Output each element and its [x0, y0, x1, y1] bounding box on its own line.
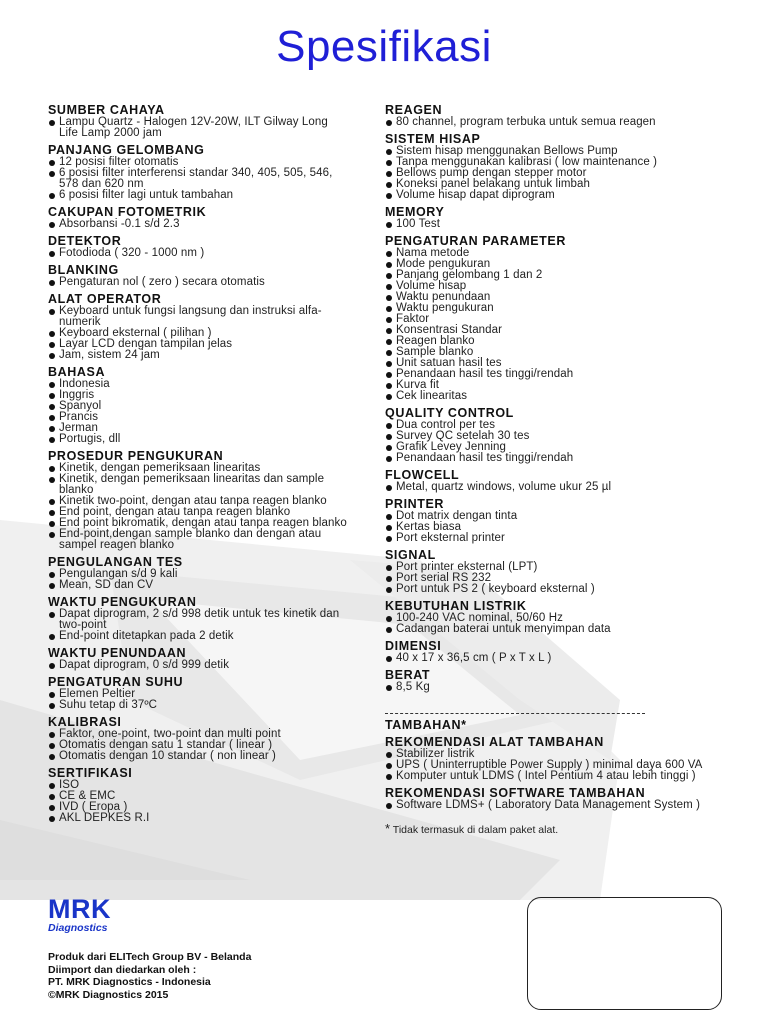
logo-subtitle: Diagnostics — [48, 922, 108, 934]
section-title: BERAT — [385, 668, 431, 682]
spec-item: Absorbansi -0.1 s/d 2.3 — [48, 219, 348, 230]
section-title: SERTIFIKASI — [48, 766, 133, 780]
section-title: DETEKTOR — [48, 234, 122, 248]
spec-section — [385, 497, 730, 544]
section-title: PENGATURAN SUHU — [48, 675, 184, 689]
spec-item: Port untuk PS 2 ( keyboard eksternal ) — [385, 584, 730, 595]
section-title: PENGATURAN PARAMETER — [385, 234, 566, 248]
spec-item: Keyboard eksternal ( pilihan ) — [48, 328, 348, 339]
section-title: QUALITY CONTROL — [385, 406, 514, 420]
spec-item: Prancis — [48, 412, 348, 423]
spec-item: Jerman — [48, 423, 348, 434]
spec-item: End-point,dengan sample blanko dan dengan atau sampel reagen blanko — [48, 529, 348, 551]
spec-item: 80 channel, program terbuka untuk semua reagen — [385, 117, 730, 128]
tambahan-list — [385, 735, 730, 811]
spec-item: CE & EMC — [48, 791, 348, 802]
spec-item: Waktu pengukuran — [385, 303, 730, 314]
section-title: KEBUTUHAN LISTRIK — [385, 599, 527, 613]
section-title: PROSEDUR PENGUKURAN — [48, 449, 224, 463]
spec-item: Tanpa menggunakan kalibrasi ( low maintenance ) — [385, 157, 730, 168]
footer-line: Produk dari ELITech Group BV - Belanda — [48, 951, 252, 963]
spec-item: Volume hisap — [385, 281, 730, 292]
spec-item: Otomatis dengan 10 standar ( non linear ) — [48, 751, 348, 762]
spec-item: Suhu tetap di 37ºC — [48, 700, 348, 711]
spec-item: Mean, SD dan CV — [48, 580, 348, 591]
spec-section — [385, 205, 730, 230]
spec-item: Indonesia — [48, 379, 348, 390]
dashed-divider — [385, 713, 645, 714]
section-title: KALIBRASI — [48, 715, 122, 729]
spec-section — [385, 234, 730, 402]
spec-item: End point bikromatik, dengan atau tanpa reagen blanko — [48, 518, 348, 529]
spec-item: 6 posisi filter interferensi standar 340, 405, 505, 546, 578 dan 620 nm — [48, 168, 348, 190]
spec-section — [48, 103, 348, 139]
spec-section — [385, 639, 730, 664]
spec-section — [48, 595, 348, 642]
spec-item: Pengulangan s/d 9 kali — [48, 569, 348, 580]
spec-item: Kinetik, dengan pemeriksaan linearitas dan sample blanko — [48, 474, 348, 496]
spec-item: Koneksi panel belakang untuk limbah — [385, 179, 730, 190]
spec-item: Dot matrix dengan tinta — [385, 511, 730, 522]
spec-item: 12 posisi filter otomatis — [48, 157, 348, 168]
dealer-stamp-box — [527, 897, 722, 1010]
spec-item: AKL DEPKES R.I — [48, 813, 348, 824]
spec-section — [48, 143, 348, 201]
footer-info — [48, 951, 251, 1001]
spec-item: Lampu Quartz - Halogen 12V-20W, ILT Gilway Long Life Lamp 2000 jam — [48, 117, 348, 139]
spec-item: Stabilizer listrik — [385, 749, 730, 760]
spec-item: Port eksternal printer — [385, 533, 730, 544]
left-spec-column — [48, 100, 348, 828]
spec-section — [48, 449, 348, 551]
footer-line: ©MRK Diagnostics 2015 — [48, 988, 169, 1001]
spec-item: Spanyol — [48, 401, 348, 412]
section-title: SIGNAL — [385, 548, 436, 562]
tambahan-heading: TAMBAHAN* — [385, 718, 467, 732]
logo-name: MRK — [48, 894, 111, 924]
spec-item: Panjang gelombang 1 dan 2 — [385, 270, 730, 281]
spec-item: Port serial RS 232 — [385, 573, 730, 584]
spec-item: Faktor — [385, 314, 730, 325]
spec-item: Unit satuan hasil tes — [385, 358, 730, 369]
spec-item: Layar LCD dengan tampilan jelas — [48, 339, 348, 350]
section-title: WAKTU PENGUKURAN — [48, 595, 197, 609]
spec-item: Elemen Peltier — [48, 689, 348, 700]
spec-section — [48, 555, 348, 591]
spec-section — [385, 548, 730, 595]
spec-item: Cek linearitas — [385, 391, 730, 402]
spec-item: Dua control per tes — [385, 420, 730, 431]
page-title: Spesifikasi — [276, 22, 492, 71]
spec-item: Bellows pump dengan stepper motor — [385, 168, 730, 179]
spec-item: ISO — [48, 780, 348, 791]
right-spec-list — [385, 103, 730, 693]
section-title: MEMORY — [385, 205, 445, 219]
spec-item: Inggris — [48, 390, 348, 401]
spec-item: IVD ( Eropa ) — [48, 802, 348, 813]
spec-item: Portugis, dll — [48, 434, 348, 445]
section-title: REAGEN — [385, 103, 443, 117]
spec-item: 8,5 Kg — [385, 682, 730, 693]
spec-item: Keyboard untuk fungsi langsung dan instruksi alfa-numerik — [48, 306, 348, 328]
spec-item: Sistem hisap menggunakan Bellows Pump — [385, 146, 730, 157]
spec-item: End-point ditetapkan pada 2 detik — [48, 631, 348, 642]
section-title: CAKUPAN FOTOMETRIK — [48, 205, 207, 219]
spec-item: Nama metode — [385, 248, 730, 259]
spec-item: Grafik Levey Jenning — [385, 442, 730, 453]
spec-item: Port printer eksternal (LPT) — [385, 562, 730, 573]
section-title: PENGULANGAN TES — [48, 555, 183, 569]
spec-item: Penandaan hasil tes tinggi/rendah — [385, 453, 730, 464]
section-title: SISTEM HISAP — [385, 132, 481, 146]
spec-section — [385, 668, 730, 693]
section-title: BLANKING — [48, 263, 119, 277]
section-title: WAKTU PENUNDAAN — [48, 646, 187, 660]
spec-item: 6 posisi filter lagi untuk tambahan — [48, 190, 348, 201]
spec-item: Komputer untuk LDMS ( Intel Pentium 4 atau lebih tinggi ) — [385, 771, 730, 782]
footnote-star: * — [385, 821, 391, 836]
mrk-logo — [48, 896, 111, 934]
spec-item: Konsentrasi Standar — [385, 325, 730, 336]
spec-item: Sample blanko — [385, 347, 730, 358]
section-title: PRINTER — [385, 497, 445, 511]
spec-item: Kinetik two-point, dengan atau tanpa reagen blanko — [48, 496, 348, 507]
spec-item: Kinetik, dengan pemeriksaan linearitas — [48, 463, 348, 474]
section-title: ALAT OPERATOR — [48, 292, 162, 306]
section-title: FLOWCELL — [385, 468, 460, 482]
spec-item: Kertas biasa — [385, 522, 730, 533]
section-title: BAHASA — [48, 365, 106, 379]
spec-section — [48, 292, 348, 361]
spec-item: Penandaan hasil tes tinggi/rendah — [385, 369, 730, 380]
footnote-text: Tidak termasuk di dalam paket alat. — [392, 824, 559, 836]
section-title: REKOMENDASI ALAT TAMBAHAN — [385, 735, 604, 749]
footer-line: Diimport dan diedarkan oleh : — [48, 963, 197, 976]
spec-item: End point, dengan atau tanpa reagen blanko — [48, 507, 348, 518]
spec-item: Otomatis dengan satu 1 standar ( linear ) — [48, 740, 348, 751]
section-title: DIMENSI — [385, 639, 442, 653]
spec-item: Kurva fit — [385, 380, 730, 391]
spec-item: Faktor, one-point, two-point dan multi point — [48, 729, 348, 740]
spec-item: Survey QC setelah 30 tes — [385, 431, 730, 442]
spec-item: Dapat diprogram, 2 s/d 998 detik untuk tes kinetik dan two-point — [48, 609, 348, 631]
spec-item: Metal, quartz windows, volume ukur 25 µl — [385, 482, 730, 493]
spec-item: 100 Test — [385, 219, 730, 230]
footnote — [385, 821, 730, 836]
spec-item: UPS ( Uninterruptible Power Supply ) minimal daya 600 VA — [385, 760, 730, 771]
spec-item: Mode pengukuran — [385, 259, 730, 270]
spec-item: Dapat diprogram, 0 s/d 999 detik — [48, 660, 348, 671]
spec-item: Reagen blanko — [385, 336, 730, 347]
spec-section — [48, 365, 348, 445]
spec-item: Software LDMS+ ( Laboratory Data Management System ) — [385, 800, 730, 811]
spec-section — [385, 786, 730, 811]
spec-section — [48, 263, 348, 288]
spec-item: Volume hisap dapat diprogram — [385, 190, 730, 201]
spec-item: Cadangan baterai untuk menyimpan data — [385, 624, 730, 635]
section-title: REKOMENDASI SOFTWARE TAMBAHAN — [385, 786, 646, 800]
spec-section — [48, 715, 348, 762]
right-spec-column — [385, 100, 730, 836]
spec-section — [385, 132, 730, 201]
spec-section — [48, 646, 348, 671]
spec-item: Pengaturan nol ( zero ) secara otomatis — [48, 277, 348, 288]
spec-section — [385, 103, 730, 128]
spec-section — [48, 234, 348, 259]
section-title: SUMBER CAHAYA — [48, 103, 165, 117]
spec-section — [48, 766, 348, 824]
spec-item: Jam, sistem 24 jam — [48, 350, 348, 361]
spec-section — [385, 468, 730, 493]
footer-line: PT. MRK Diagnostics - Indonesia — [48, 976, 211, 988]
spec-item: 100-240 VAC nominal, 50/60 Hz — [385, 613, 730, 624]
spec-section — [48, 675, 348, 711]
spec-section — [385, 599, 730, 635]
spec-section — [385, 406, 730, 464]
spec-section — [48, 205, 348, 230]
spec-item: Waktu penundaan — [385, 292, 730, 303]
spec-item: 40 x 17 x 36,5 cm ( P x T x L ) — [385, 653, 730, 664]
spec-item: Fotodioda ( 320 - 1000 nm ) — [48, 248, 348, 259]
section-title: PANJANG GELOMBANG — [48, 143, 205, 157]
spec-section — [385, 735, 730, 782]
